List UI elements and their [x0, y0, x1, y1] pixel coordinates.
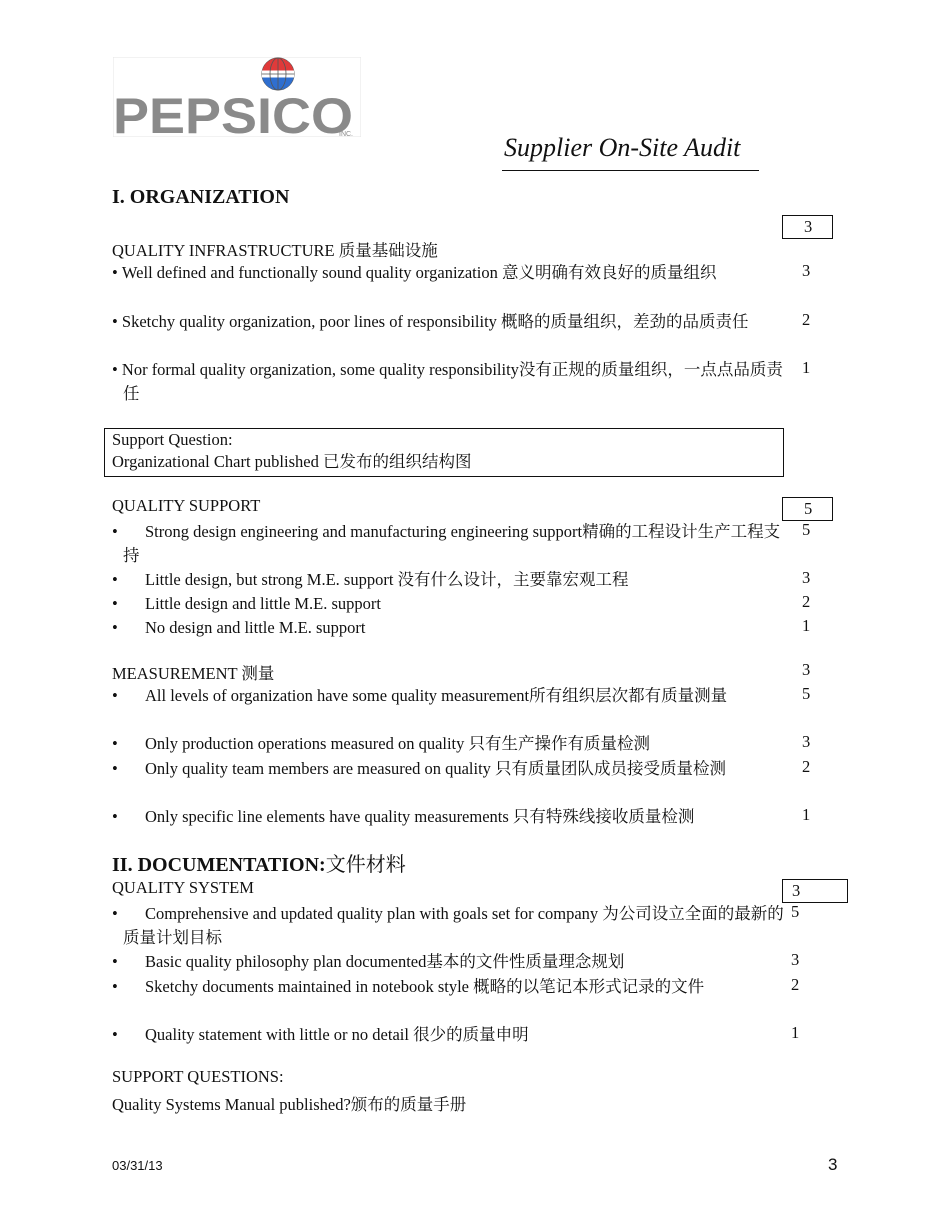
item-score: 2 — [802, 310, 811, 329]
item-score: 1 — [802, 358, 811, 377]
list-item: • Sketchy quality organization, poor lines of responsibility 概略的质量组织，差劲的品质责任 — [112, 312, 749, 331]
item-score: 3 — [802, 568, 811, 587]
item-score: 2 — [802, 757, 811, 776]
item-score: 1 — [791, 1023, 800, 1042]
list-item: • Only specific line elements have quality measurements 只有特殊线接收质量检测 — [112, 807, 695, 826]
item-score: 3 — [802, 261, 811, 280]
list-item: • All levels of organization have some quality measurement所有组织层次都有质量测量 — [112, 686, 728, 705]
list-item: • Comprehensive and updated quality plan with goals set for company 为公司设立全面的最新的质量计划目标 — [112, 904, 784, 947]
list-item: • Little design and little M.E. support — [112, 594, 382, 613]
support-questions-heading: SUPPORT QUESTIONS: — [112, 1067, 284, 1086]
item-score: 1 — [802, 616, 811, 635]
quality-support-label: QUALITY SUPPORT — [112, 496, 261, 515]
list-item: • Only production operations measured on quality 只有生产操作有质量检测 — [112, 734, 651, 753]
globe-icon — [262, 58, 294, 90]
item-score: 3 — [791, 950, 800, 969]
support-questions-text: Quality Systems Manual published?颁布的质量手册 — [112, 1095, 467, 1114]
section-title-organization: I. ORGANIZATION — [112, 186, 290, 208]
support-question-box — [104, 428, 784, 477]
logo-inc: INC. — [339, 131, 353, 137]
measurement-score: 3 — [802, 660, 811, 679]
item-score: 5 — [802, 520, 811, 539]
item-score: 2 — [791, 975, 800, 994]
section-title-documentation: II. DOCUMENTATION:文件材料 — [112, 854, 406, 876]
list-item: • Quality statement with little or no detail 很少的质量申明 — [112, 1025, 529, 1044]
page-number: 3 — [828, 1155, 838, 1174]
quality-infrastructure-label: QUALITY INFRASTRUCTURE 质量基础设施 — [112, 241, 438, 260]
list-item: • No design and little M.E. support — [112, 618, 366, 637]
list-item: • Basic quality philosophy plan documented基本的文件性质量理念规划 — [112, 952, 625, 971]
quality-system-label: QUALITY SYSTEM — [112, 878, 254, 897]
quality-support-score-box: 5 — [782, 497, 833, 521]
logo-wordmark: PEPSICO — [113, 88, 353, 137]
pepsico-logo — [113, 57, 361, 137]
list-item: • Well defined and functionally sound quality organization 意义明确有效良好的质量组织 — [112, 263, 717, 282]
measurement-label: MEASUREMENT 测量 — [112, 664, 275, 683]
list-item: • Only quality team members are measured on quality 只有质量团队成员接受质量检测 — [112, 759, 727, 778]
item-score: 2 — [802, 592, 811, 611]
list-item: • Sketchy documents maintained in notebook style 概略的以笔记本形式记录的文件 — [112, 977, 705, 996]
list-item: • Little design, but strong M.E. support 没有什么设计，主要靠宏观工程 — [112, 570, 629, 589]
item-score: 5 — [791, 902, 800, 921]
support-question-text: Organizational Chart published 已发布的组织结构图 — [112, 452, 472, 471]
quality-system-score-box: 3 — [782, 879, 848, 903]
list-item: • Nor formal quality organization, some quality responsibility没有正规的质量组织，一点点品质责任 — [112, 360, 783, 403]
footer-date: 03/31/13 — [112, 1158, 163, 1173]
organization-score-box: 3 — [782, 215, 833, 239]
document-title: Supplier On-Site Audit — [504, 133, 741, 162]
title-underline — [502, 170, 759, 171]
item-score: 3 — [802, 732, 811, 751]
support-question-heading: Support Question: — [112, 430, 233, 449]
item-score: 1 — [802, 805, 811, 824]
list-item: • Strong design engineering and manufacturing engineering support精确的工程设计生产工程支持 — [112, 522, 781, 565]
item-score: 5 — [802, 684, 811, 703]
